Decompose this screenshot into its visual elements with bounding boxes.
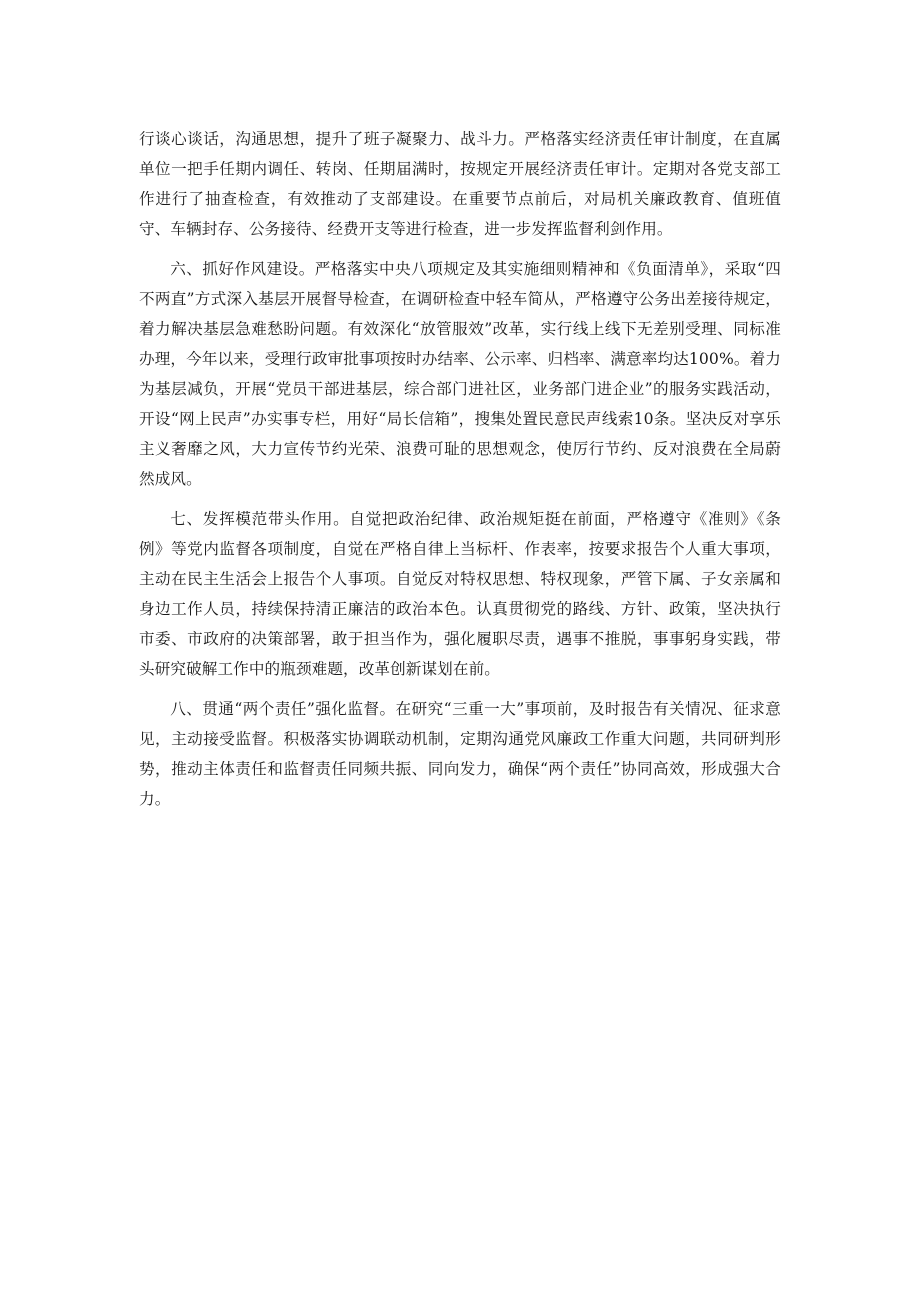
- paragraph-section-seven: 七、发挥模范带头作用。自觉把政治纪律、政治规矩挺在前面，严格遵守《准则》《条例》等党内监督各项制度，自觉在严格自律上当标杆、作表率，按要求报告个人重大事项，主动在民主生活会上报告个人事项。自觉反对特权思想、特权现象，严管下属、子女亲属和身边工作人员，持续保持清正廉洁的政治本色。认真贯彻党的路线、方针、政策，坚决执行市委、市政府的决策部署，敢于担当作为，强化履职尽责，遇事不推脱，事事躬身实践，带头研究破解工作中的瓶颈难题，改革创新谋划在前。: [139, 510, 781, 678]
- document-body: [139, 124, 781, 824]
- paragraph-section-eight: 八、贯通“两个责任”强化监督。在研究“三重一大”事项前，及时报告有关情况、征求意见，主动接受监督。积极落实协调联动机制，定期沟通党风廉政工作重大问题，共同研判形势，推动主体责任和监督责任同频共振、同向发力，确保“两个责任”协同高效，形成强大合力。: [139, 700, 781, 808]
- paragraph-section-six: 六、抓好作风建设。严格落实中央八项规定及其实施细则精神和《负面清单》，采取“四不两直”方式深入基层开展督导检查，在调研检查中轻车简从，严格遵守公务出差接待规定，着力解决基层急难愁盼问题。有效深化“放管服效”改革，实行线上线下无差别受理、同标准办理，今年以来，受理行政审批事项按时办结率、公示率、归档率、满意率均达100%。着力为基层减负，开展“党员干部进基层，综合部门进社区，业务部门进企业”的服务实践活动，开设“网上民声”办实事专栏，用好“局长信箱”，搜集处置民意民声线索10条。坚决反对享乐主义奢靡之风，大力宣传节约光荣、浪费可耻的思想观念，使厉行节约、反对浪费在全局蔚然成风。: [139, 260, 781, 488]
- paragraph-continuation: 行谈心谈话，沟通思想，提升了班子凝聚力、战斗力。严格落实经济责任审计制度，在直属单位一把手任期内调任、转岗、任期届满时，按规定开展经济责任审计。定期对各党支部工作进行了抽查检查，有效推动了支部建设。在重要节点前后，对局机关廉政教育、值班值守、车辆封存、公务接待、经费开支等进行检查，进一步发挥监督利剑作用。: [139, 130, 781, 238]
